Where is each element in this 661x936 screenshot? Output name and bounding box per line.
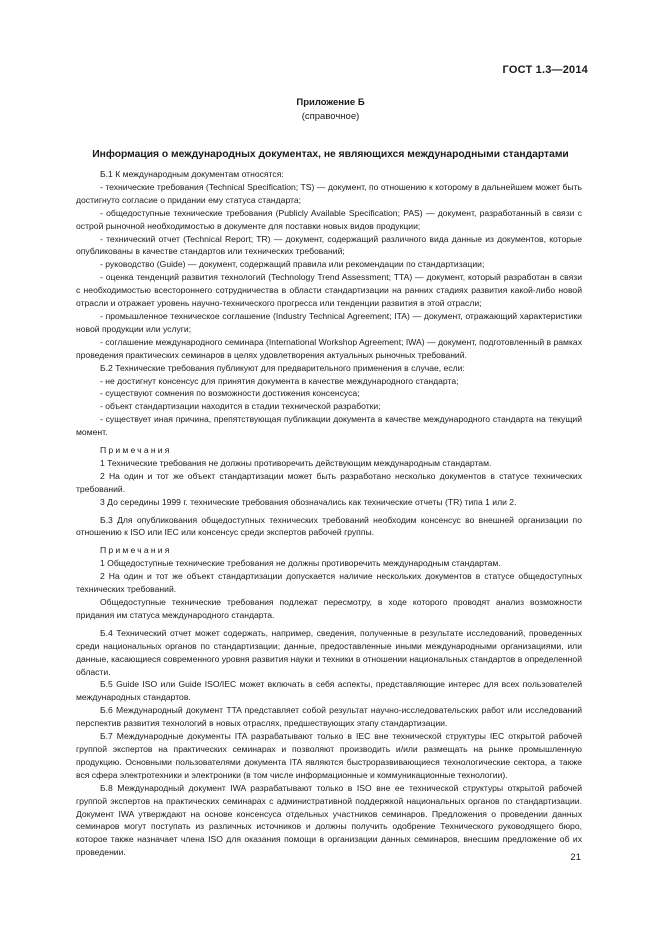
notes-heading: Примечания (100, 545, 172, 556)
paragraph: - оценка тенденций развития технологий (Technology Trend Assessment; TTA) — документ, который разработан в связи с необходимостью всестороннего сотрудничества в области стандартизации на ранних стадиях развития какой-либо новой отрасли и отражает уровень научно-технического прогресса или тенденции развития в этой отрасли; (76, 272, 582, 309)
doc-code-header: ГОСТ 1.3—2014 (502, 64, 588, 76)
paragraph: - объект стандартизации находится в стадии технической разработки; (100, 401, 381, 412)
appendix-subtitle: (справочное) (301, 111, 360, 122)
paragraph: - технические требования (Technical Specification; TS) — документ, по отношению к которому в дальнейшем может быть достигнуто согласие о придании ему статуса стандарта; (76, 181, 582, 205)
note: 2 На один и тот же объект стандартизации может быть разработано несколько документов в статусе технических требований. (76, 470, 582, 494)
paragraph: - соглашение международного семинара (International Workshop Agreement; IWA) — документ, подготовленный в рамках проведения практических семинаров в целях удовлетворения актуальных рыночных требований. (76, 336, 582, 360)
paragraph: Б.4 Технический отчет может содержать, например, сведения, полученные в результате исследований, проведенных среди национальных органов по стандартизации; данные, предоставленные иными международными организациями, или данные, касающиеся современного уровня развития науки и техники в отношении национальных стандартов в определенной области. (76, 627, 582, 677)
appendix-title: Приложение Б (296, 97, 365, 108)
body-text (76, 168, 582, 859)
paragraph: - общедоступные технические требования (Publicly Available Specification; PAS) — документ, разработанный в связи с острой рыночной необходимостью в документе для поставки новых видов продукции; (76, 207, 582, 231)
paragraph: Б.1 К международным документам относятся: (100, 169, 284, 179)
paragraph: Б.7 Международные документы ITA разрабатывают только в IEC вне технической структуры IEC открытой рабочей группой экспертов на практических семинарах и позволяют производить и/или размещать на рынке промышленную продукцию. Основными пользователями документа ITA являются быстроразвивающиеся технологические сектора, а также вся сфера электротехники и электроники (в том числе информационные и коммуникационные технологии). (76, 731, 582, 780)
paragraph: - существует иная причина, препятствующая публикации документа в качестве международного стандарта на текущий момент. (76, 414, 582, 438)
paragraph: - существуют сомнения по возможности достижения консенсуса; (100, 388, 360, 399)
appendix-heading (0, 96, 661, 124)
paragraph: Б.3 Для опубликования общедоступных технических требований необходим консенсус во внешней организации по отношению к ISO или IEC или консенсус среди экспертов рабочей группы. (76, 514, 582, 538)
paragraph: - технический отчет (Technical Report; TR) — документ, содержащий различного вида данные из документов, которые опубликованы в качестве стандартов или технических требований; (76, 233, 582, 257)
paragraph: Общедоступные технические требования подлежат пересмотру, в ходе которого проводят анализ возможности придания им статуса международного стандарта. (76, 597, 582, 620)
paragraph: - руководство (Guide) — документ, содержащий правила или рекомендации по стандартизации; (100, 259, 485, 270)
section-title: Информация о международных документах, не являющихся международными стандартами (92, 149, 569, 160)
note: 2 На один и тот же объект стандартизации допускается наличие нескольких документов в статусе общедоступных технических требований. (76, 571, 582, 595)
paragraph: - промышленное техническое соглашение (Industry Technical Agreement; ITA) — документ, отражающий характеристики новой продукции или услуги; (76, 310, 582, 334)
paragraph: Б.8 Международный документ IWA разрабатывают только в ISO вне ее технической структуры открытой рабочей группой экспертов на практических семинарах с административной поддержкой национальных органов по стандартизации. Документ IWA утверждают на основе консенсуса отдельных участников семинаров. Предложения о проведении данных семинаров могут поступать из различных источников и должны получить одобрение Технического руководящего бюро, которое также назначает члена ISO для оказания помощи в организации данных семинаров, внесшим предложение об их проведении. (76, 782, 582, 858)
paragraph: Б.5 Guide ISO или Guide ISO/IEC может включать в себя аспекты, представляющие интерес для всех пользователей международных стандартов. (76, 679, 582, 703)
notes-heading: Примечания (100, 445, 172, 456)
paragraph: Б.6 Международный документ TTA представляет собой результат научно-исследовательских работ или исследований перспектив развития технологий в новых отраслях, предшествующих этапу стандартизации. (76, 705, 582, 729)
note: 1 Технические требования не должны противоречить действующим международным стандартам. (100, 457, 492, 468)
page-number: 21 (570, 852, 581, 863)
note: 3 До середины 1999 г. технические требования обозначались как технические отчеты (TR) типа 1 или 2. (100, 496, 517, 507)
note: 1 Общедоступные технические требования не должны противоречить международным стандартам. (100, 558, 501, 569)
paragraph: - не достигнут консенсус для принятия документа в качестве международного стандарта; (100, 375, 459, 386)
paragraph: Б.2 Технические требования публикуют для предварительного применения в случае, если: (100, 362, 465, 373)
